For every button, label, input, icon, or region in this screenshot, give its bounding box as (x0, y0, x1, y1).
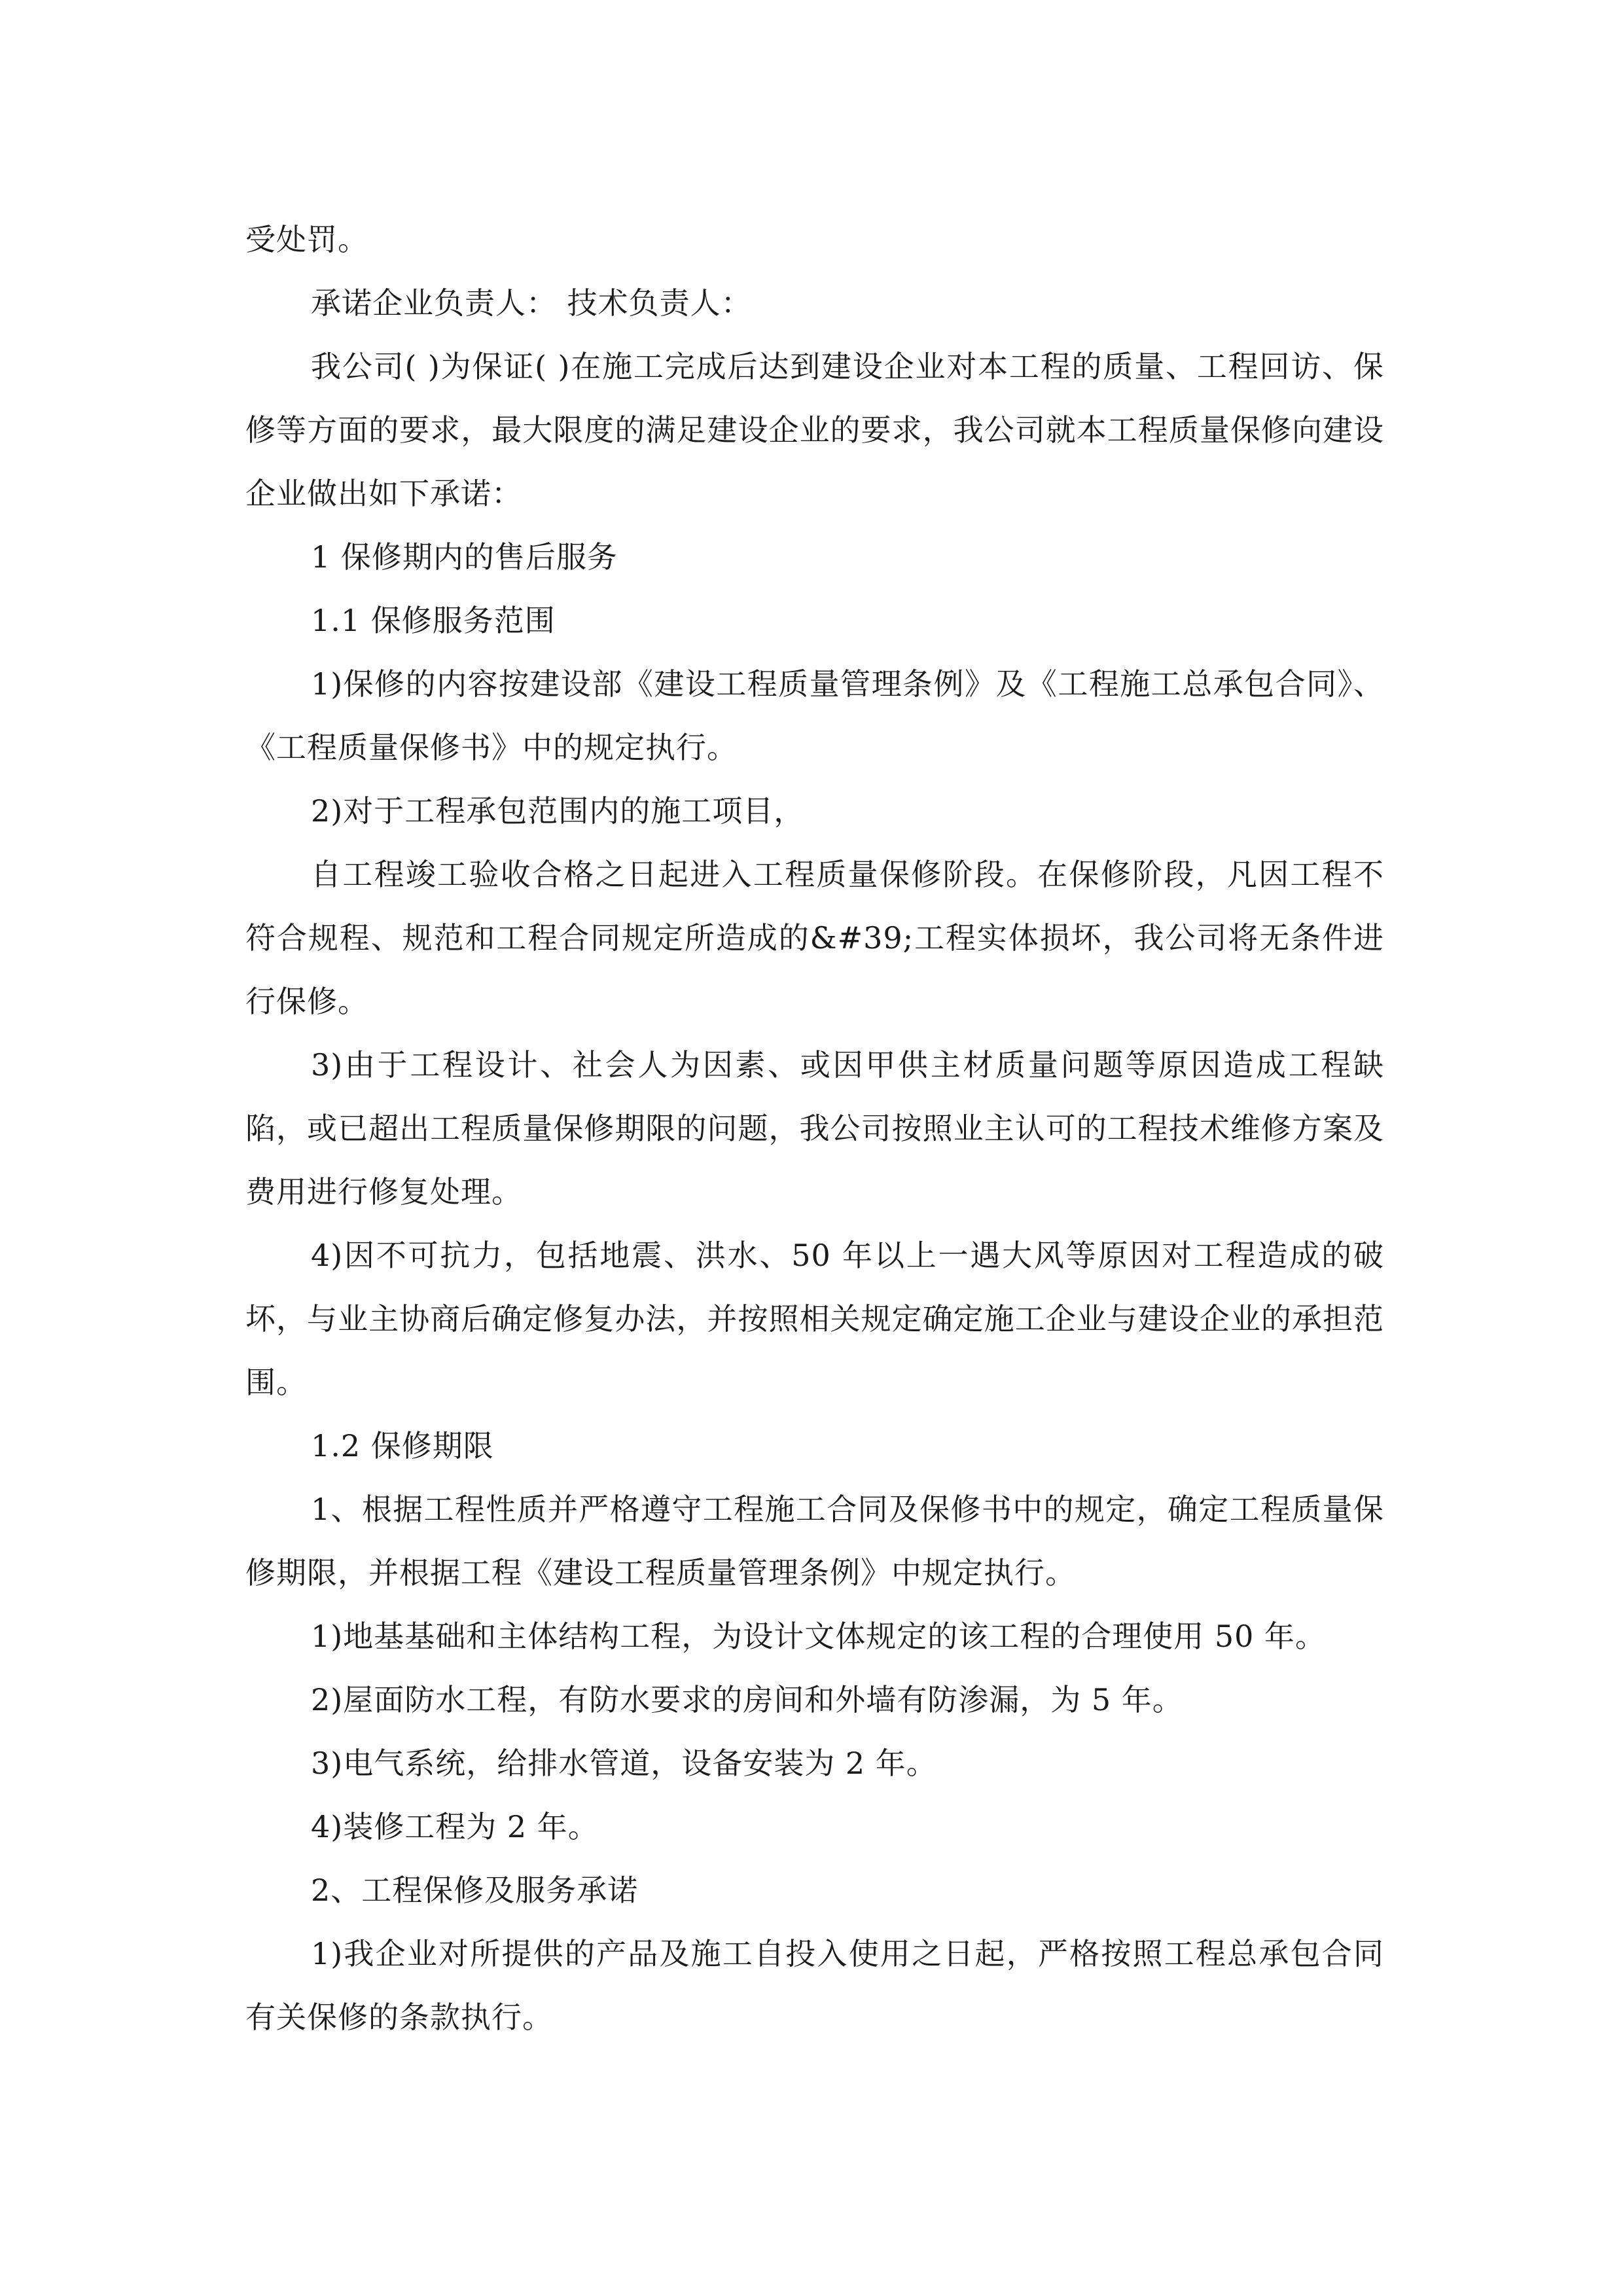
heading-warranty-period: 1.2 保修期限 (311, 1428, 494, 1463)
heading-after-sales-service: 1 保修期内的售后服务 (311, 539, 618, 575)
paragraph-scope-item-1: 1)保修的内容按建设部《建设工程质量管理条例》及《工程施工总承包合同》、《工程质量保修书》中的规定执行。 (245, 666, 1384, 765)
heading-service-commitment: 2、工程保修及服务承诺 (311, 1873, 639, 1908)
document-body (245, 208, 1384, 2049)
paragraph-scope-item-2: 2)对于工程承包范围内的施工项目， (311, 793, 805, 829)
paragraph-commitment-item-1: 1)我企业对所提供的产品及施工自投入使用之日起，严格按照工程总承包合同有关保修的条款执行。 (245, 1936, 1384, 2035)
paragraph-scope-item-4: 4)因不可抗力，包括地震、洪水、50 年以上一遇大风等原因对工程造成的破坏，与业主协商后确定修复办法，并按照相关规定确定施工企业与建设企业的承担范围。 (245, 1238, 1384, 1400)
paragraph-penalty-end: 受处罚。 (245, 222, 368, 257)
paragraph-period-electrical: 3)电气系统，给排水管道，设备安装为 2 年。 (311, 1746, 937, 1781)
paragraph-period-waterproofing: 2)屋面防水工程，有防水要求的房间和外墙有防渗漏，为 5 年。 (311, 1682, 1183, 1717)
paragraph-commitment-intro: 我公司( )为保证( )在施工完成后达到建设企业对本工程的质量、工程回访、保修等方面的要求，最大限度的满足建设企业的要求，我公司就本工程质量保修向建设企业做出如下承诺： (245, 349, 1384, 511)
paragraph-period-foundation: 1)地基基础和主体结构工程，为设计文体规定的该工程的合理使用 50 年。 (311, 1619, 1326, 1654)
paragraph-period-basis: 1、根据工程性质并严格遵守工程施工合同及保修书中的规定，确定工程质量保修期限，并根据工程《建设工程质量管理条例》中规定执行。 (245, 1492, 1384, 1590)
paragraph-scope-item-2-detail: 自工程竣工验收合格之日起进入工程质量保修阶段。在保修阶段，凡因工程不符合规程、规范和工程合同规定所造成的&#39;工程实体损坏，我公司将无条件进行保修。 (245, 857, 1384, 1019)
heading-warranty-scope: 1.1 保修服务范围 (311, 603, 556, 638)
paragraph-signatories: 承诺企业负责人： 技术负责人： (311, 285, 752, 321)
paragraph-scope-item-3: 3)由于工程设计、社会人为因素、或因甲供主材质量问题等原因造成工程缺陷，或已超出工程质量保修期限的问题，我公司按照业主认可的工程技术维修方案及费用进行修复处理。 (245, 1047, 1384, 1210)
paragraph-period-decoration: 4)装修工程为 2 年。 (311, 1809, 599, 1844)
